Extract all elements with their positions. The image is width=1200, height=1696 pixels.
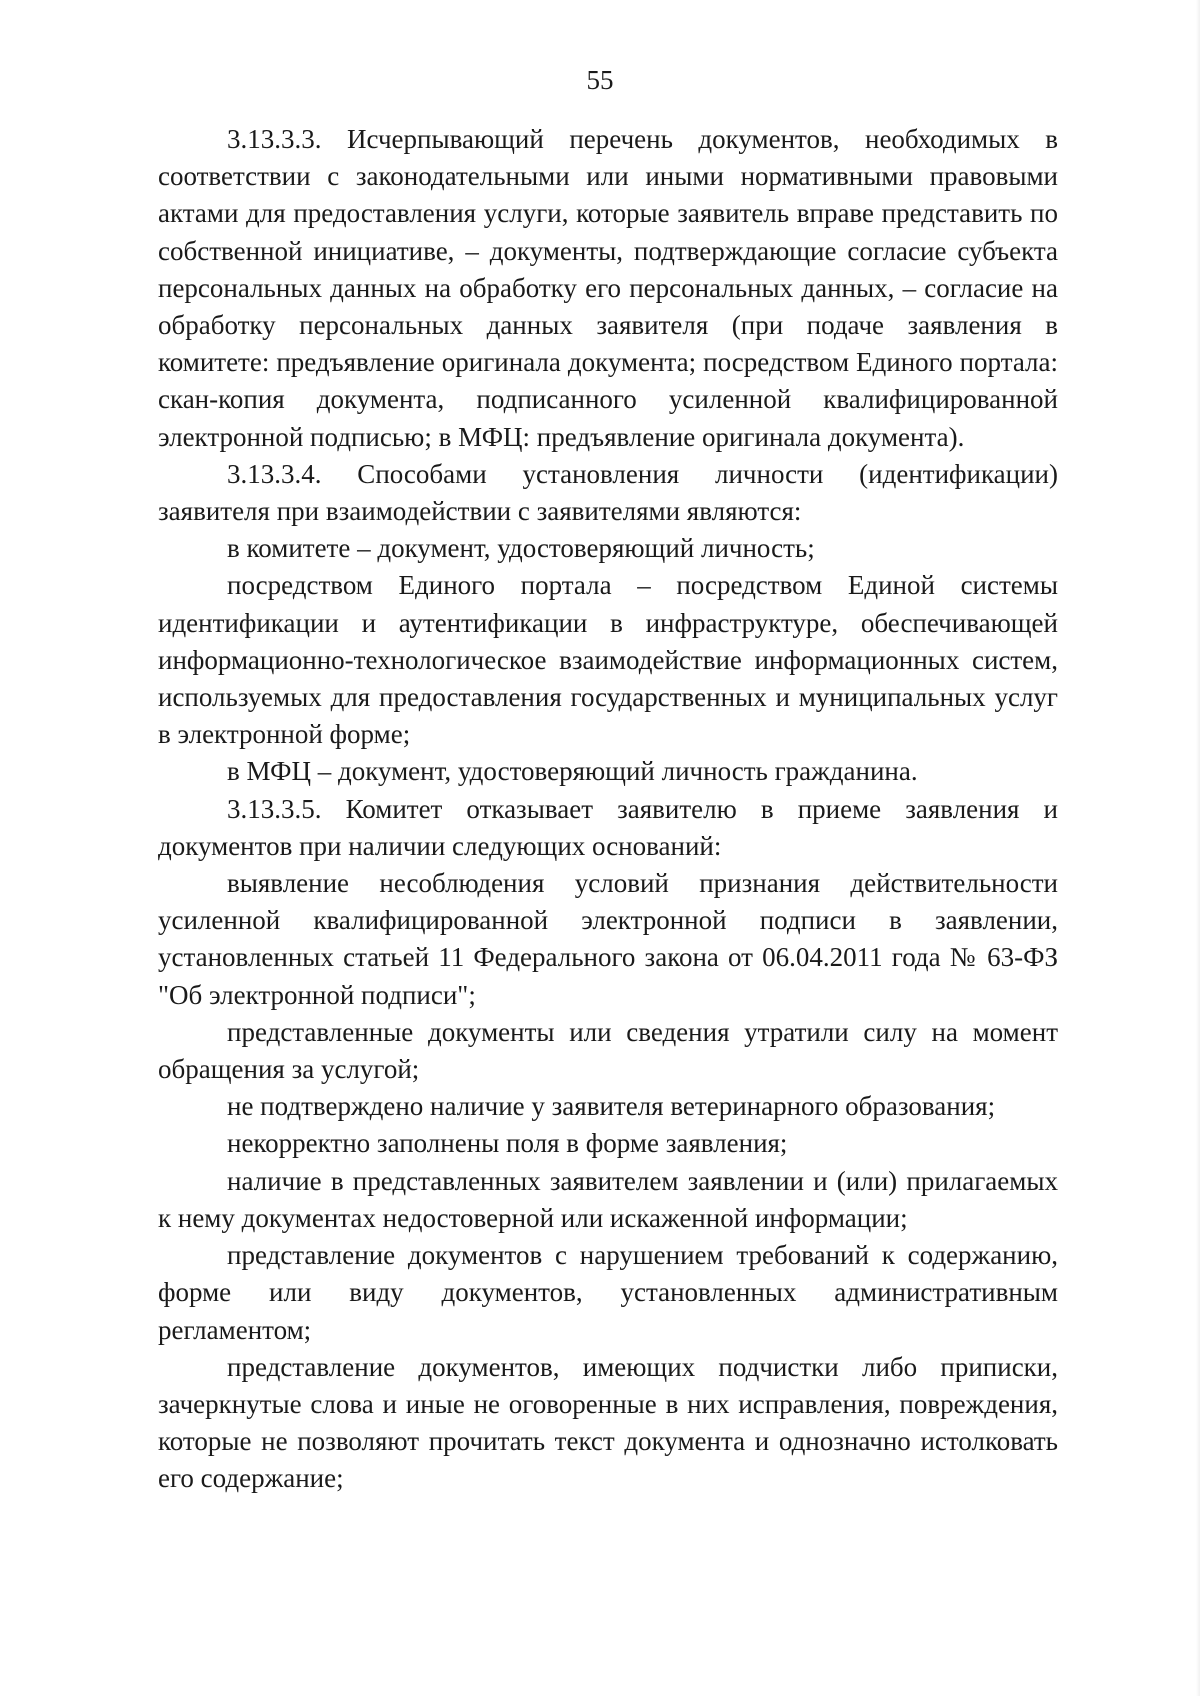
refusal-ground-corrections: представление документов, имеющих подчистки либо приписки, зачеркнутые слова и иные не оговоренные в них исправления, повреждения, которые не позволяют прочитать текст документа и однозначно истолковать его содержание; [158,1351,1058,1494]
refusal-ground-fields: некорректно заполнены поля в форме заявления; [227,1128,788,1159]
paragraph-3-13-3-4: 3.13.3.4. Способами установления личности (идентификации) заявителя при взаимодействии с заявителями являются: [158,458,1058,527]
paragraph-portal-identity: посредством Единого портала – посредством Единой системы идентификации и аутентификации в инфраструктуре, обеспечивающей информационно-технологическое взаимодействие информационных систем, используемых для предоставления государственных и муниципальных услуг в электронной форме; [158,570,1058,750]
paragraph-3-13-3-3: 3.13.3.3. Исчерпывающий перечень документов, необходимых в соответствии с законодательными или иными нормативными правовыми актами для предоставления услуги, которые заявитель вправе представить по собственной инициативе, – документы, подтверждающие согласие субъекта персональных данных на обработку его персональных данных, – согласие на обработку персональных данных заявителя (при подаче заявления в комитете: предъявление оригинала документа; посредством Единого портала: скан-копия документа, подписанного усиленной квалифицированной электронной подписью; в МФЦ: предъявление оригинала документа). [158,124,1058,452]
page-number: 55 [586,65,614,95]
paragraph-3-13-3-5: 3.13.3.5. Комитет отказывает заявителю в приеме заявления и документов при наличии следующих оснований: [158,793,1058,861]
paragraph-committee-identity: в комитете – документ, удостоверяющий личность; [227,533,815,564]
refusal-ground-expired: представленные документы или сведения утратили силу на момент обращения за услугой; [158,1016,1058,1085]
document-body [158,121,1058,1498]
refusal-ground-signature: выявление несоблюдения условий признания действительности усиленной квалифицированной электронной подписи в заявлении, установленных статьей 11 Федерального закона от 06.04.2011 года № 63-ФЗ "Об электронной подписи"; [158,868,1058,1010]
refusal-ground-requirements: представление документов с нарушением требований к содержанию, форме или виду документов, установленных административным регламентом; [158,1240,1058,1345]
refusal-ground-false-info: наличие в представленных заявителем заявлении и (или) прилагаемых к нему документах недостоверной или искаженной информации; [158,1165,1058,1233]
scan-edge-shadow [1196,0,1200,1696]
paragraph-mfc-identity: в МФЦ – документ, удостоверяющий личность гражданина. [227,756,918,787]
refusal-ground-education: не подтверждено наличие у заявителя ветеринарного образования; [227,1091,996,1122]
